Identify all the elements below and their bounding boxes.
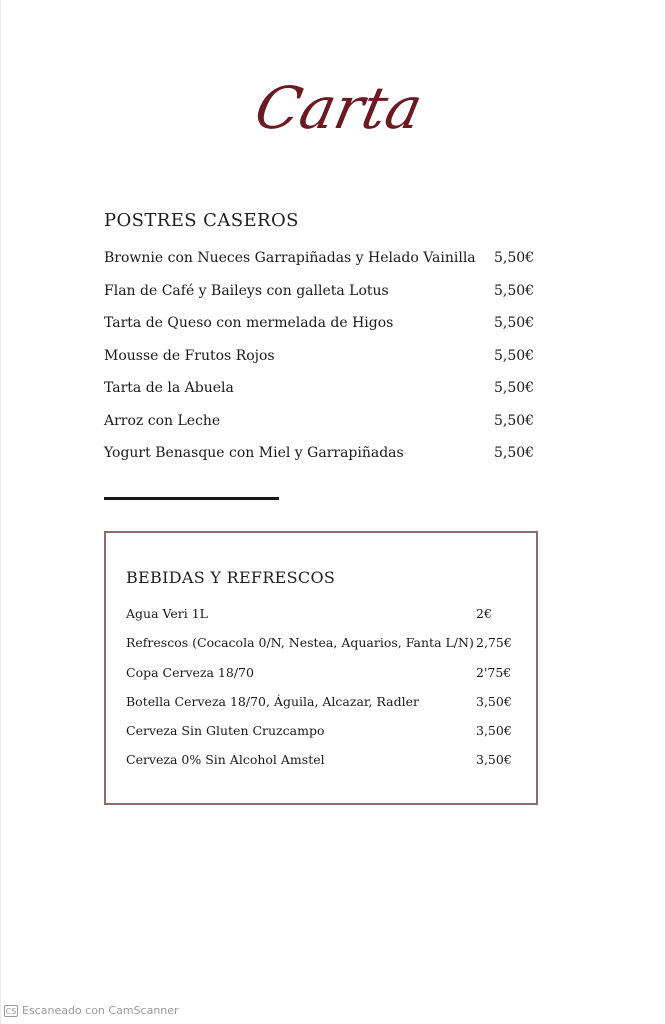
camscanner-icon: CS [5, 1006, 17, 1016]
postre-price: 5,50€ [494, 250, 535, 266]
bebida-name: Refrescos (Cocacola 0/N, Nestea, Aquarios, Fanta L/N) [126, 635, 474, 651]
bebida-item [126, 751, 516, 780]
postres-list [104, 248, 534, 476]
bebida-price: 3,50€ [476, 752, 512, 768]
postre-price: 5,50€ [494, 315, 535, 331]
bebidas-box [104, 531, 538, 805]
postre-price: 5,50€ [494, 412, 535, 429]
postre-price: 5,50€ [494, 445, 535, 461]
bebida-name: Botella Cerveza 18/70, Águila, Alcazar, Radler [126, 693, 419, 709]
bebida-name: Cerveza 0% Sin Alcohol Amstel [126, 752, 325, 768]
scanner-watermark [4, 1004, 179, 1017]
menu-title-script [220, 60, 450, 160]
bebida-price: 2€ [476, 606, 492, 621]
bebida-item [126, 693, 516, 722]
postre-price: 5,50€ [494, 282, 535, 299]
postre-price: 5,50€ [494, 347, 535, 364]
watermark-text: Escaneado con CamScanner [22, 1004, 179, 1017]
postre-name: Tarta de Queso con mermelada de Higos [104, 315, 394, 331]
postre-name: Mousse de Frutos Rojos [104, 347, 275, 364]
postre-item [104, 248, 534, 281]
bebidas-list [126, 605, 516, 781]
bebida-name: Copa Cerveza 18/70 [126, 664, 254, 680]
postre-name: Arroz con Leche [104, 412, 221, 429]
menu-title [220, 60, 450, 160]
bebida-name: Agua Veri 1L [126, 606, 208, 621]
postre-item [104, 346, 534, 379]
postre-name: Tarta de la Abuela [104, 380, 234, 396]
postre-item [104, 313, 534, 346]
postre-item [104, 281, 534, 314]
menu-title-text: Carta [249, 74, 429, 142]
section-divider [104, 497, 279, 500]
bebida-item [126, 605, 516, 634]
bebida-price: 3,50€ [476, 723, 512, 739]
bebida-price: 2'75€ [476, 664, 512, 680]
postres-heading: POSTRES CASEROS [104, 210, 299, 231]
bebida-price: 2,75€ [476, 635, 512, 651]
postre-item [104, 411, 534, 444]
postre-name: Yogurt Benasque con Miel y Garrapiñadas [104, 445, 404, 461]
postre-item [104, 443, 534, 476]
postre-item [104, 378, 534, 411]
bebida-item [126, 664, 516, 693]
postre-price: 5,50€ [494, 380, 535, 396]
postre-name: Brownie con Nueces Garrapiñadas y Helado Vainilla [104, 250, 476, 266]
postre-name: Flan de Café y Baileys con galleta Lotus [104, 282, 389, 299]
bebida-name: Cerveza Sin Gluten Cruzcampo [126, 723, 325, 739]
bebida-price: 3,50€ [476, 693, 512, 709]
bebidas-heading: BEBIDAS Y REFRESCOS [126, 568, 336, 587]
bebida-item [126, 634, 516, 663]
bebida-item [126, 722, 516, 751]
